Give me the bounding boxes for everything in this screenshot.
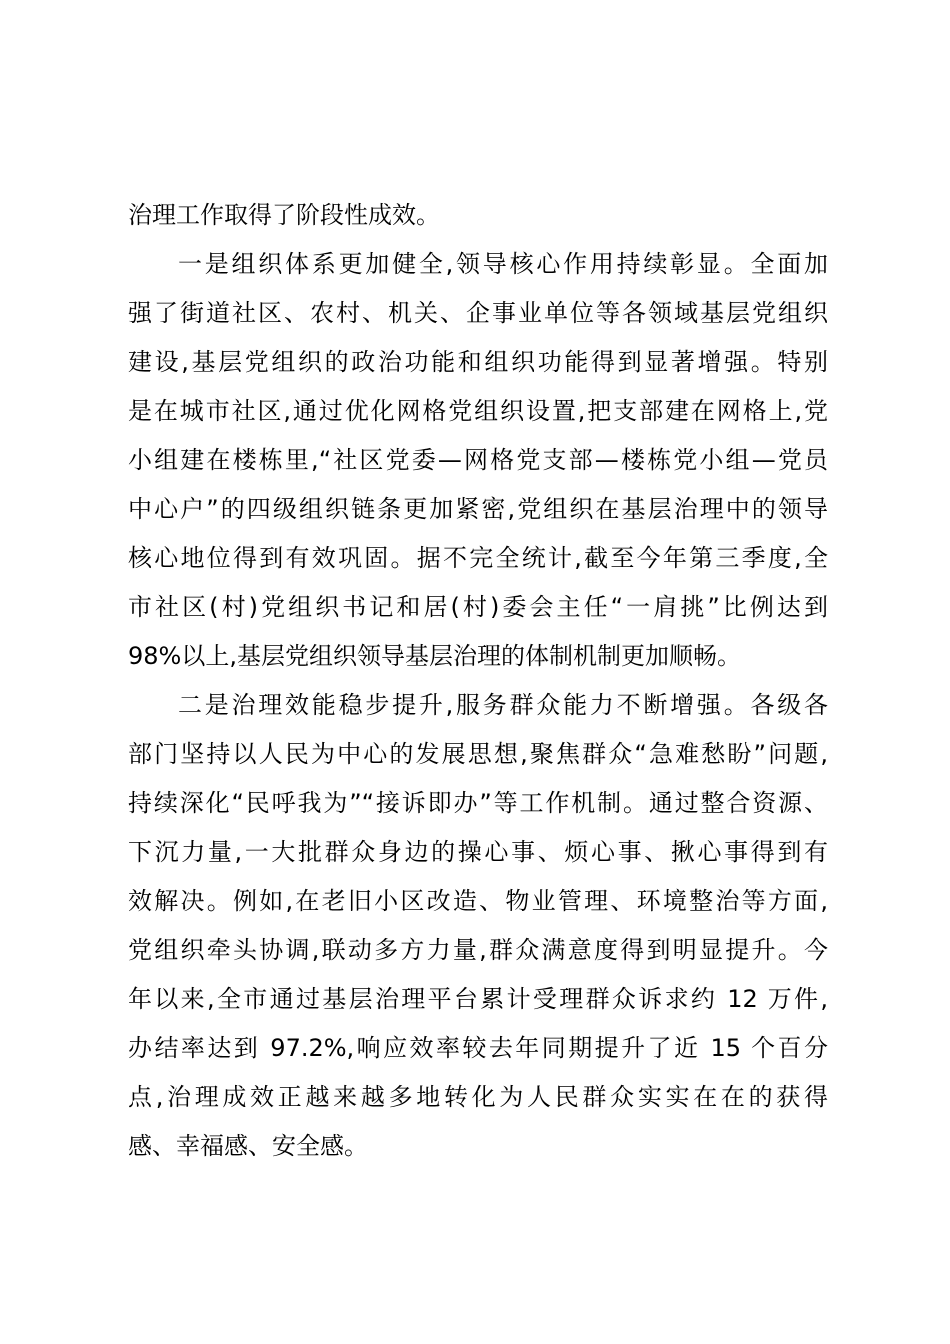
text-line: 中心户”的四级组织链条更加紧密,党组织在基层治理中的领导 [128,495,828,523]
body-text [128,191,828,1171]
text-line: 治理工作取得了阶段性成效。 [128,201,440,229]
text-line: 建设,基层党组织的政治功能和组织功能得到显著增强。特别 [128,348,828,376]
text-line: 小组建在楼栋里,“社区党委—网格党支部—楼栋党小组—党员 [128,446,828,474]
text-line: 是在城市社区,通过优化网格党组织设置,把支部建在网格上,党 [128,397,828,425]
text-line: 党组织牵头协调,联动多方力量,群众满意度得到明显提升。今 [128,936,828,964]
text-line: 二是治理效能稳步提升,服务群众能力不断增强。各级各 [178,691,828,719]
text-line: 强了街道社区、农村、机关、企事业单位等各领域基层党组织 [128,299,828,327]
text-line: 一是组织体系更加健全,领导核心作用持续彰显。全面加 [178,250,828,278]
text-line: 核心地位得到有效巩固。据不完全统计,截至今年第三季度,全 [128,544,828,572]
text-line: 98%以上,基层党组织领导基层治理的体制机制更加顺畅。 [128,642,741,670]
text-line: 持续深化“民呼我为”“接诉即办”等工作机制。通过整合资源、 [128,789,828,817]
text-line: 市社区(村)党组织书记和居(村)委会主任“一肩挑”比例达到 [128,593,828,621]
text-line: 部门坚持以人民为中心的发展思想,聚焦群众“急难愁盼”问题, [128,740,828,768]
text-line: 下沉力量,一大批群众身边的操心事、烦心事、揪心事得到有 [128,838,828,866]
text-line: 办结率达到 97.2%,响应效率较去年同期提升了近 15 个百分 [128,1034,828,1062]
text-line: 效解决。例如,在老旧小区改造、物业管理、环境整治等方面, [128,887,828,915]
text-line: 点,治理成效正越来越多地转化为人民群众实实在在的获得 [128,1083,828,1111]
text-line: 年以来,全市通过基层治理平台累计受理群众诉求约 12 万件, [128,985,828,1013]
text-line: 感、幸福感、安全感。 [128,1132,368,1160]
